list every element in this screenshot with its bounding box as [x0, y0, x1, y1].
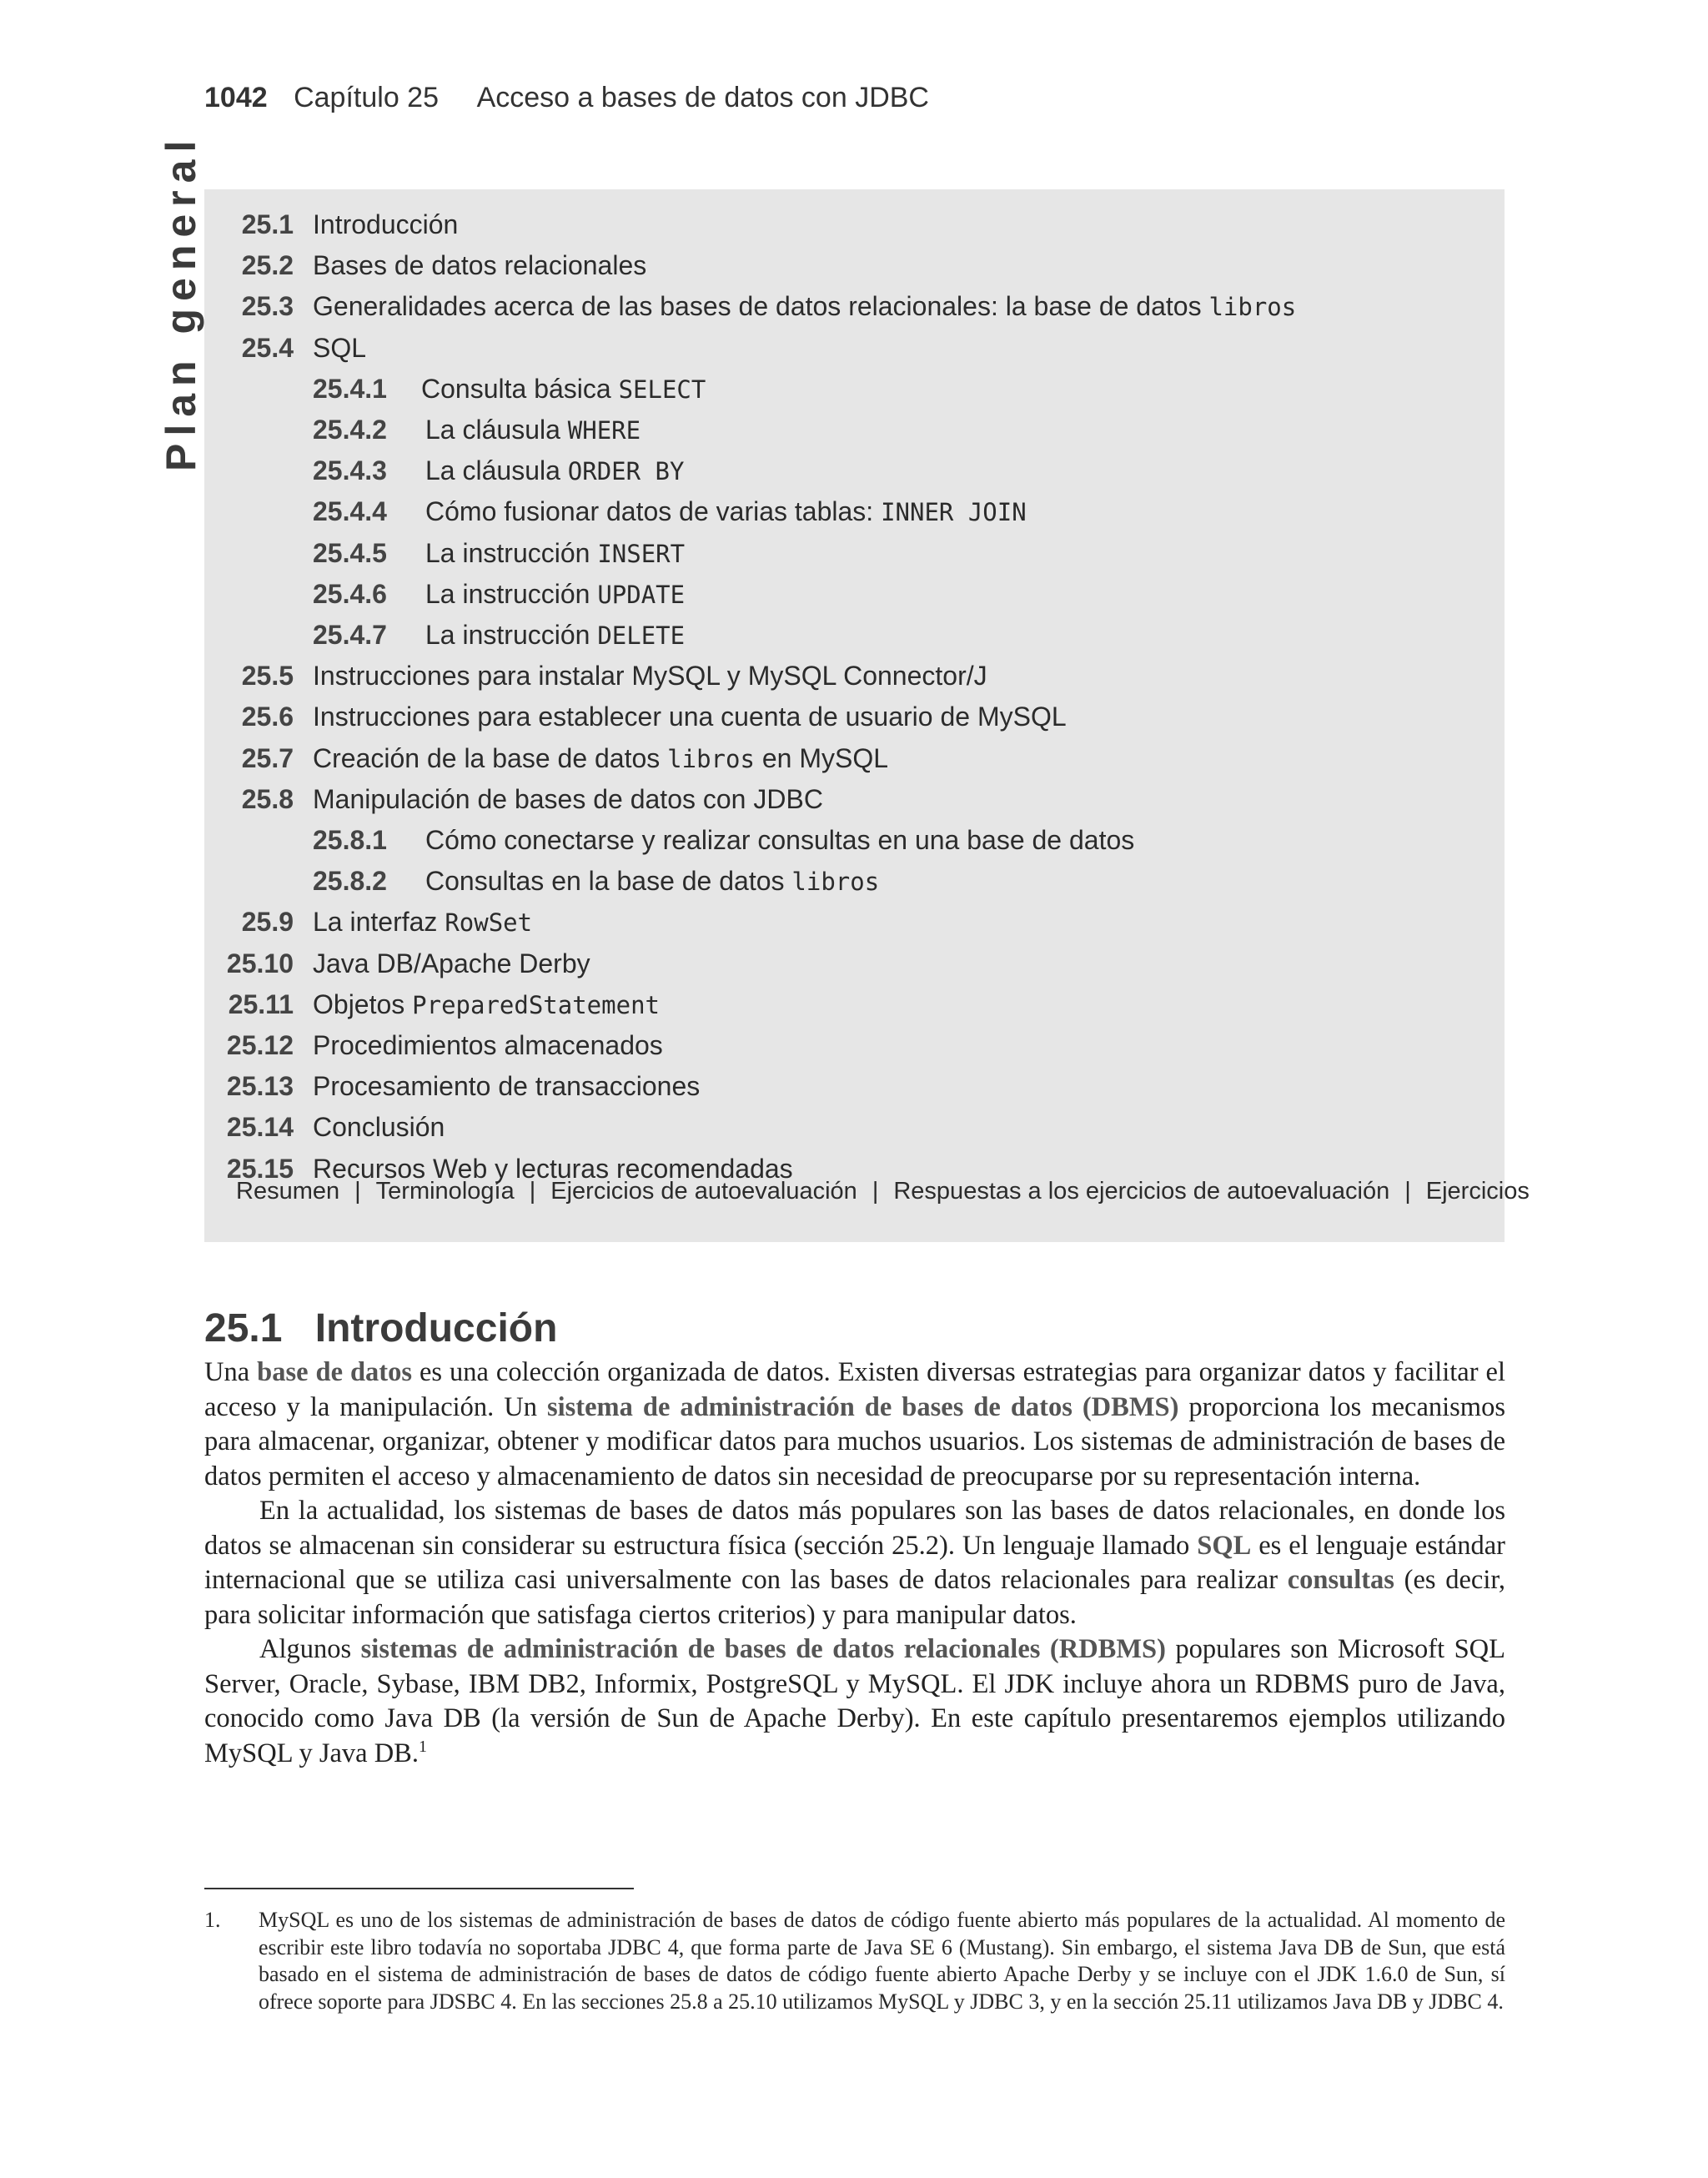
- outline-item-number: 25.2: [241, 250, 294, 281]
- footnote: [204, 1907, 1505, 2015]
- key-term: base de datos: [257, 1357, 413, 1387]
- outline-item-title: La instrucción DELETE: [425, 620, 686, 650]
- outline-item-title: Conclusión: [313, 1112, 445, 1143]
- footnote-marker: 1: [419, 1737, 427, 1756]
- outline-item-code: INSERT: [597, 539, 686, 568]
- outline-item-title: SQL: [313, 332, 367, 363]
- endmatter-item: Resumen: [236, 1178, 340, 1205]
- outline-item-number: 25.6: [241, 702, 294, 732]
- section-number: 25.1: [204, 1306, 283, 1351]
- outline-item-code: RowSet: [445, 908, 533, 938]
- outline-item-number: 25.10: [226, 948, 294, 978]
- outline-item-code: INNER JOIN: [881, 498, 1027, 527]
- outline-item-number: 25.13: [226, 1071, 294, 1102]
- outline-item-code: PreparedStatement: [412, 990, 660, 1019]
- outline-item-title: Consulta básica SELECT: [421, 373, 706, 404]
- outline-item-code: DELETE: [597, 621, 686, 650]
- endmatter-separator: |: [529, 1178, 536, 1205]
- outline-item-title: Cómo conectarse y realizar consultas en una base de datos: [425, 825, 1135, 855]
- outline-item-title: Recursos Web y lecturas recomendadas: [313, 1153, 793, 1184]
- outline-item-number: 25.9: [241, 907, 294, 938]
- endmatter-item: Terminología: [375, 1178, 515, 1205]
- body-text: [204, 1356, 1505, 1771]
- footnote-text: MySQL es uno de los sistemas de administración de bases de datos de código fuente abierto más populares de la actualidad. Al momento de escribir este libro todavía no soportaba JDBC 4, que forma parte de Java SE 6 (Mustang). Sin embargo, el sistema Java DB de Sun, que está basado en el sistema de administración de bases de datos de código fuente abierto Apache Derby y se incluye con el JDK 1.6.0 de Sun, sí ofrece soporte para JDSBC 4. En las secciones 25.8 a 25.10 utilizamos MySQL y JDBC 3, y en la sección 25.11 utilizamos Java DB y JDBC 4.: [259, 1908, 1505, 2014]
- outline-item-title: Creación de la base de datos libros en MySQL: [313, 742, 888, 773]
- outline-item-title: La cláusula ORDER BY: [425, 455, 685, 486]
- key-term: sistema de administración de bases de datos (DBMS): [546, 1391, 1179, 1422]
- section-title: Introducción: [314, 1306, 558, 1351]
- footnote-number: 1.: [204, 1908, 221, 1932]
- endmatter-separator: |: [872, 1178, 879, 1205]
- chapter-outline: 25.1 Introducción 25.2 Bases de datos relacionales 25.3 Generalidades acerca de las bases de datos relacionales: la base de datos libros 25.4 SQL 25.4.1 Consulta básica SELECT 25.4.2 La cláusula WHERE 25.4.3 La cláusula ORDER BY 25.4.4 Cómo fusionar datos de varias tablas: INNER JOIN 25.4.5 La instrucción INSERT 25.4.6 La instrucción UPDATE 25.4.7 La instrucción DELETE 25.5 Instrucciones para instalar MySQL y MySQL Connector/J 25.6 Instrucciones para establecer una cuenta de usuario de MySQL 25.7 Creación de la base de datos libros en MySQL 25.8 Manipulación de bases de datos con JDBC 25.8.1 Cómo conectarse y realizar consultas en una base de datos 25.8.2 Consultas en la base de datos libros 25.9 La interfaz RowSet 25.10 Java DB/Apache Derby 25.11 Objetos PreparedStatement 25.12 Procedimientos almacenados 25.13 Procesamiento de transacciones 25.14 Conclusión 25.15 Recursos Web y lecturas recomendadas Resumen | Terminología | Ejercicios de autoevaluación | Respuestas a los ejercicios de autoevaluación | Ejercicios: [204, 189, 1505, 1242]
- side-label: Plan general: [158, 133, 204, 471]
- outline-item-number: 25.7: [241, 742, 294, 773]
- outline-item-title: Java DB/Apache Derby: [313, 948, 590, 978]
- outline-item-title: La cláusula WHERE: [425, 415, 641, 445]
- outline-item-code: libros: [667, 744, 755, 773]
- outline-item-number: 25.11: [228, 988, 294, 1019]
- outline-item-number: 25.12: [226, 1030, 294, 1060]
- outline-item-number: 25.5: [241, 661, 294, 692]
- outline-item-title: Generalidades acerca de las bases de datos relacionales: la base de datos libros: [313, 291, 1297, 322]
- key-term: SQL: [1197, 1530, 1252, 1561]
- key-term: sistemas de administración de bases de datos relacionales (RDBMS): [360, 1634, 1166, 1664]
- endmatter-item: Respuestas a los ejercicios de autoevaluación: [893, 1178, 1390, 1205]
- outline-item-title: Bases de datos relacionales: [313, 250, 647, 281]
- outline-item-number: 25.15: [226, 1153, 294, 1184]
- outline-item-title: Objetos PreparedStatement: [313, 988, 660, 1019]
- page-number: 1042: [204, 82, 268, 113]
- outline-item-code: UPDATE: [597, 580, 686, 609]
- paragraph-2: En la actualidad, los sistemas de bases de datos más populares son las bases de datos relacionales, en donde los datos se almacenan sin considerar su estructura física (sección 25.2). Un lenguaje llamado SQL es el lenguaje estándar internacional que se utiliza casi universalmente con las bases de datos relacionales para realizar consultas (es decir, para solicitar información que satisfaga ciertos criterios) y para manipular datos.: [204, 1496, 1506, 1630]
- outline-item-title: La interfaz RowSet: [313, 907, 533, 938]
- running-head: [204, 82, 929, 114]
- outline-item-title: Instrucciones para establecer una cuenta de usuario de MySQL: [313, 702, 1067, 732]
- outline-item-number: 25.14: [226, 1112, 294, 1143]
- endmatter-item: Ejercicios de autoevaluación: [550, 1178, 857, 1205]
- outline-item-code: libros: [791, 868, 880, 897]
- outline-item-title: La instrucción UPDATE: [425, 578, 686, 609]
- outline-endmatter: [236, 1178, 1530, 1205]
- outline-item-title: La instrucción INSERT: [425, 537, 686, 568]
- outline-item-code: SELECT: [618, 375, 706, 404]
- outline-item-number: 25.1: [241, 209, 294, 239]
- outline-item-title: Manipulación de bases de datos con JDBC: [313, 783, 823, 814]
- outline-item-number: 25.3: [241, 291, 294, 322]
- outline-item-title: Instrucciones para instalar MySQL y MySQL Connector/J: [313, 661, 987, 692]
- outline-item-title: Cómo fusionar datos de varias tablas: INNER JOIN: [425, 496, 1027, 527]
- outline-item-title: Procesamiento de transacciones: [313, 1071, 701, 1102]
- paragraph-1: Una base de datos es una colección organizada de datos. Existen diversas estrategias para organizar datos y facilitar el acceso y la manipulación. Un sistema de administración de bases de datos (DBMS) proporciona los mecanismos para almacenar, organizar, obtener y modificar datos para muchos usuarios. Los sistemas de administración de bases de datos permiten el acceso y almacenamiento de datos sin necesidad de preocuparse por su representación interna.: [204, 1357, 1505, 1491]
- outline-item-title: Introducción: [313, 209, 459, 239]
- footnote-rule: [204, 1888, 634, 1889]
- chapter-label: Capítulo 25: [294, 82, 439, 113]
- endmatter-separator: |: [1404, 1178, 1411, 1205]
- paragraph-3: Algunos sistemas de administración de bases de datos relacionales (RDBMS) populares son Microsoft SQL Server, Oracle, Sybase, IBM DB2, Informix, PostgreSQL y MySQL. El JDK incluye ahora un RDBMS puro de Java, conocido como Java DB (la versión de Sun de Apache Derby). En este capítulo presentaremos ejemplos utilizando MySQL y Java DB.$^1$: [204, 1634, 1506, 1768]
- endmatter-separator: |: [354, 1178, 361, 1205]
- endmatter-item: Ejercicios: [1425, 1178, 1530, 1205]
- outline-item-code: libros: [1208, 293, 1297, 322]
- outline-item-code: WHERE: [567, 416, 641, 445]
- outline-item-number: 25.8: [241, 783, 294, 814]
- outline-item-title: Procedimientos almacenados: [313, 1030, 663, 1060]
- section-heading: [204, 1305, 557, 1351]
- chapter-title: Acceso a bases de datos con JDBC: [476, 82, 929, 113]
- outline-item-title: Consultas en la base de datos libros: [425, 866, 880, 897]
- outline-item-code: ORDER BY: [567, 457, 685, 486]
- outline-item-number: 25.4: [241, 332, 294, 363]
- key-term: consultas: [1287, 1565, 1394, 1595]
